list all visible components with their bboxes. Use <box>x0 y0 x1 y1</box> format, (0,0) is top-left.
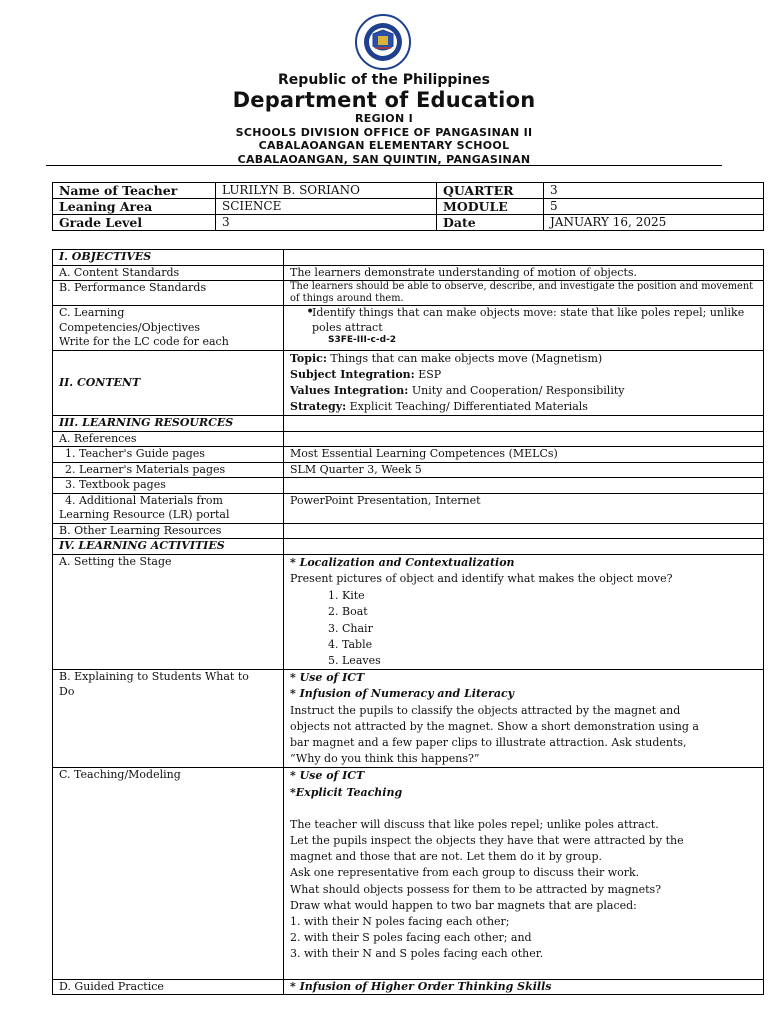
explain-line: objects not attracted by the magnet. Show a short demonstration using a <box>290 719 699 733</box>
setting-stage-label: A. Setting the Stage <box>53 554 284 669</box>
explain-heading-ict: * Use of ICT <box>290 671 365 685</box>
header-divider <box>46 165 722 166</box>
topic-label: Topic: <box>290 351 327 365</box>
guided-practice-label: D. Guided Practice <box>53 979 284 995</box>
address-line: CABALAOANGAN, SAN QUINTIN, PANGASINAN <box>237 152 531 166</box>
list-item: 2. Boat <box>342 604 757 620</box>
teach-line: 3. with their N and S poles facing each other. <box>290 947 544 961</box>
grade-value: 3 <box>216 215 437 231</box>
references-label: A. References <box>53 431 284 447</box>
performance-standards-value: The learners should be able to observe, describe, and investigate the position and movement of things around them. <box>284 281 764 306</box>
teach-line: 2. with their S poles facing each other; and <box>290 931 532 945</box>
resources-heading: III. LEARNING RESOURCES <box>53 416 284 432</box>
list-item: 4. Table <box>342 637 757 653</box>
values-label: Values Integration: <box>290 383 409 397</box>
region-line: REGION I <box>355 112 413 125</box>
teachers-guide-value: Most Essential Learning Competences (MELCs) <box>284 447 764 463</box>
table-row <box>53 306 764 351</box>
module-value: 5 <box>544 199 764 215</box>
date-value: JANUARY 16, 2025 <box>544 215 764 231</box>
table-row <box>53 523 764 539</box>
table-row <box>53 493 764 523</box>
stage-heading: * Localization and Contextualization <box>290 555 515 569</box>
table-row <box>53 670 764 768</box>
table-row <box>53 539 764 555</box>
date-label: Date <box>437 215 544 231</box>
table-row <box>53 462 764 478</box>
list-item: 1. Kite <box>342 588 757 604</box>
activities-heading: IV. LEARNING ACTIVITIES <box>53 539 284 555</box>
additional-materials-label-1: 4. Additional Materials from <box>65 493 223 507</box>
topic-value: Things that can make objects move (Magnetism) <box>326 351 603 365</box>
teach-line: Ask one representative from each group to discuss their work. <box>290 866 640 880</box>
teach-line: Let the pupils inspect the objects they have that were attracted by the <box>290 834 684 848</box>
textbook-label: 3. Textbook pages <box>53 478 284 494</box>
teacher-label: Name of Teacher <box>53 183 216 199</box>
teach-line: Draw what would happen to two bar magnets that are placed: <box>290 898 637 912</box>
explain-line: “Why do you think this happens?” <box>290 752 480 766</box>
teaching-modeling-label: C. Teaching/Modeling <box>53 768 284 979</box>
subject-label: Subject Integration: <box>290 367 415 381</box>
table-row <box>53 281 764 306</box>
explain-line: bar magnet and a few paper clips to illustrate attraction. Ask students, <box>290 736 687 750</box>
lesson-plan-table <box>52 249 764 995</box>
teach-heading-explicit: *Explicit Teaching <box>290 785 403 799</box>
table-row <box>53 447 764 463</box>
table-row <box>53 350 764 416</box>
stage-instruction: Present pictures of object and identify what makes the object move? <box>290 572 673 586</box>
grade-label: Grade Level <box>53 215 216 231</box>
strategy-value: Explicit Teaching/ Differentiated Materials <box>346 400 588 414</box>
table-row <box>53 265 764 281</box>
competencies-label-3: Write for the LC code for each <box>59 335 229 348</box>
letterhead <box>0 70 768 166</box>
explaining-label-2: Do <box>59 684 75 698</box>
table-row <box>53 478 764 494</box>
teacher-info-table <box>52 182 764 231</box>
learners-materials-label: 2. Learner's Materials pages <box>53 462 284 478</box>
stage-list <box>290 588 757 669</box>
teach-heading-ict: * Use of ICT <box>290 769 365 783</box>
table-row <box>53 431 764 447</box>
strategy-label: Strategy: <box>290 400 347 414</box>
objectives-heading: I. OBJECTIVES <box>53 250 284 266</box>
department-title: Department of Education <box>232 88 536 112</box>
explaining-label-1: B. Explaining to Students What to <box>59 670 249 684</box>
quarter-label: QUARTER <box>437 183 544 199</box>
teachers-guide-label: 1. Teacher's Guide pages <box>53 447 284 463</box>
table-row <box>53 554 764 669</box>
area-value: SCIENCE <box>216 199 437 215</box>
content-standards-value: The learners demonstrate understanding of motion of objects. <box>284 265 764 281</box>
table-row <box>53 768 764 979</box>
guided-heading: * Infusion of Higher Order Thinking Skills <box>284 979 764 995</box>
quarter-value: 3 <box>544 183 764 199</box>
explain-heading-numeracy: * Infusion of Numeracy and Literacy <box>290 687 515 701</box>
values-value: Unity and Cooperation/ Responsibility <box>408 383 625 397</box>
area-label: Leaning Area <box>53 199 216 215</box>
teach-line: magnet and those that are not. Let them do it by group. <box>290 850 602 864</box>
deped-seal-icon <box>345 14 421 70</box>
explain-line: Instruct the pupils to classify the objects attracted by the magnet and <box>290 703 681 717</box>
division-line: SCHOOLS DIVISION OFFICE OF PANGASINAN II <box>235 125 533 139</box>
module-label: MODULE <box>437 199 544 215</box>
additional-materials-label-2: Learning Resource (LR) portal <box>59 508 230 522</box>
table-row <box>53 979 764 995</box>
competencies-label-2: Competencies/Objectives <box>59 320 201 334</box>
other-resources-label: B. Other Learning Resources <box>53 523 284 539</box>
table-row <box>53 250 764 266</box>
teach-line: What should objects possess for them to be attracted by magnets? <box>290 882 662 896</box>
list-item: 5. Leaves <box>342 653 757 669</box>
learners-materials-value: SLM Quarter 3, Week 5 <box>284 462 764 478</box>
competencies-label-1: C. Learning <box>59 306 125 319</box>
content-standards-label: A. Content Standards <box>53 265 284 281</box>
school-line: CABALAOANGAN ELEMENTARY SCHOOL <box>258 139 510 152</box>
table-row <box>53 416 764 432</box>
subject-value: ESP <box>414 367 442 381</box>
teach-line: 1. with their N poles facing each other; <box>290 915 510 929</box>
performance-standards-label: B. Performance Standards <box>53 281 284 306</box>
teach-line: The teacher will discuss that like poles repel; unlike poles attract. <box>290 817 659 831</box>
republic-line: Republic of the Philippines <box>278 72 490 88</box>
competency-text: • Identify things that can make objects move: state that like poles repel; unlike poles attract <box>290 306 757 335</box>
list-item: 3. Chair <box>342 621 757 637</box>
competency-code: S3FE-III-c-d-2 <box>328 335 397 345</box>
additional-materials-value: PowerPoint Presentation, Internet <box>284 493 764 523</box>
teacher-value: LURILYN B. SORIANO <box>216 183 437 199</box>
content-heading: II. CONTENT <box>53 350 284 416</box>
